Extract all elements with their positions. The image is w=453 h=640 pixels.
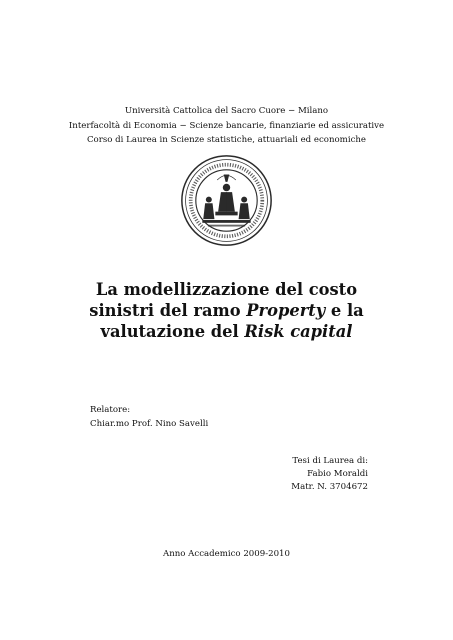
candidate-name: Fabio Moraldi <box>307 469 368 479</box>
title-line-1: La modellizzazione del costo <box>95 280 358 299</box>
course-name: Corso di Laurea in Scienze statistiche, attuariali ed economiche <box>86 135 367 145</box>
title-emphasis-risk-capital: Risk capital <box>244 322 353 341</box>
candidate-label: Tesi di Laurea di: <box>292 456 368 466</box>
academic-year: Anno Accademico 2009-2010 <box>163 549 290 559</box>
title-emphasis-property: Property <box>246 301 326 320</box>
thesis-title <box>0 279 453 342</box>
university-name: Università Cattolica del Sacro Cuore − Milano <box>124 106 329 116</box>
supervisor-name: Chiar.mo Prof. Nino Savelli <box>90 419 209 429</box>
university-seal-icon <box>180 154 273 247</box>
title-line-3: valutazione del Risk capital <box>100 322 353 341</box>
candidate-block <box>291 455 368 494</box>
supervisor-block <box>90 403 208 431</box>
title-line-2: sinistri del ramo Property e la <box>89 301 364 320</box>
faculty-name: Interfacoltà di Economia − Scienze bancarie, finanziarie ed assicurative <box>68 120 385 131</box>
supervisor-label: Relatore: <box>90 405 131 415</box>
institution-header <box>0 104 453 148</box>
candidate-matricola: Matr. N. 3704672 <box>291 482 368 492</box>
